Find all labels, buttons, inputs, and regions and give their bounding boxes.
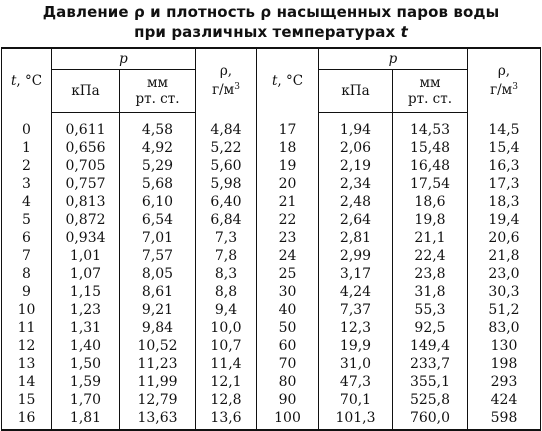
table-cell: 2,06 xyxy=(319,139,393,157)
table-cell: 1,81 xyxy=(52,409,120,430)
header-p-left: p xyxy=(52,48,196,70)
table-cell: 17,3 xyxy=(468,175,541,193)
table-cell: 25 xyxy=(257,265,319,283)
table-cell: 6,84 xyxy=(196,211,257,229)
table-cell: 23 xyxy=(257,229,319,247)
table-cell: 12,1 xyxy=(196,373,257,391)
table-cell: 22,4 xyxy=(393,247,468,265)
table-cell: 15 xyxy=(2,391,52,409)
table-row xyxy=(2,175,541,193)
table-cell: 70,1 xyxy=(319,391,393,409)
table-cell: 5,98 xyxy=(196,175,257,193)
table-cell: 6 xyxy=(2,229,52,247)
table-cell: 1,59 xyxy=(52,373,120,391)
table-cell: 2,48 xyxy=(319,193,393,211)
table-row xyxy=(2,211,541,229)
table-cell: 4,84 xyxy=(196,113,257,140)
table-cell: 60 xyxy=(257,337,319,355)
table-cell: 11 xyxy=(2,319,52,337)
table-cell: 14 xyxy=(2,373,52,391)
table-cell: 355,1 xyxy=(393,373,468,391)
table-cell: 10 xyxy=(2,301,52,319)
table-row xyxy=(2,157,541,175)
table-cell: 9,84 xyxy=(120,319,196,337)
table-cell: 14,53 xyxy=(393,113,468,140)
table-cell: 21 xyxy=(257,193,319,211)
header-t-right: t, °С xyxy=(257,48,319,113)
header-mmhg-right: мм рт. ст. xyxy=(393,70,468,113)
table-cell: 19 xyxy=(257,157,319,175)
table-cell: 8,8 xyxy=(196,283,257,301)
table-cell: 1,40 xyxy=(52,337,120,355)
table-cell: 12,79 xyxy=(120,391,196,409)
table-cell: 2 xyxy=(2,157,52,175)
table-row xyxy=(2,355,541,373)
table-cell: 19,8 xyxy=(393,211,468,229)
table-cell: 0,705 xyxy=(52,157,120,175)
table-cell: 1,07 xyxy=(52,265,120,283)
table-cell: 149,4 xyxy=(393,337,468,355)
table-cell: 47,3 xyxy=(319,373,393,391)
table-cell: 20,6 xyxy=(468,229,541,247)
table-cell: 21,1 xyxy=(393,229,468,247)
table-cell: 9 xyxy=(2,283,52,301)
table-cell: 9,21 xyxy=(120,301,196,319)
table-cell: 7,3 xyxy=(196,229,257,247)
header-p-right: p xyxy=(319,48,468,70)
table-cell: 5,60 xyxy=(196,157,257,175)
table-cell: 198 xyxy=(468,355,541,373)
table-cell: 5 xyxy=(2,211,52,229)
table-body xyxy=(2,113,541,431)
table-cell: 101,3 xyxy=(319,409,393,430)
table-cell: 1,70 xyxy=(52,391,120,409)
table-cell: 18 xyxy=(257,139,319,157)
table-cell: 4,92 xyxy=(120,139,196,157)
table-row xyxy=(2,301,541,319)
table-cell: 7 xyxy=(2,247,52,265)
table-cell: 10,7 xyxy=(196,337,257,355)
table-cell: 19,9 xyxy=(319,337,393,355)
table-cell: 22 xyxy=(257,211,319,229)
table-cell: 6,10 xyxy=(120,193,196,211)
table-row xyxy=(2,391,541,409)
table-cell: 293 xyxy=(468,373,541,391)
table-cell: 20 xyxy=(257,175,319,193)
table-cell: 40 xyxy=(257,301,319,319)
table-cell: 0,813 xyxy=(52,193,120,211)
table-cell: 2,99 xyxy=(319,247,393,265)
table-cell: 15,4 xyxy=(468,139,541,157)
header-kpa-right: кПа xyxy=(319,70,393,113)
table-cell: 2,19 xyxy=(319,157,393,175)
table-cell: 3,17 xyxy=(319,265,393,283)
table-cell: 7,37 xyxy=(319,301,393,319)
table-title xyxy=(0,2,542,42)
table-cell: 13 xyxy=(2,355,52,373)
table-cell: 760,0 xyxy=(393,409,468,430)
table-cell: 11,99 xyxy=(120,373,196,391)
table-cell: 9,4 xyxy=(196,301,257,319)
table-cell: 13,63 xyxy=(120,409,196,430)
table-cell: 17 xyxy=(257,113,319,140)
header-rho-right: ρ, $г/м^3$ xyxy=(468,48,541,113)
table-cell: 2,81 xyxy=(319,229,393,247)
table-cell: 11,4 xyxy=(196,355,257,373)
table-cell: 30 xyxy=(257,283,319,301)
table-cell: 1 xyxy=(2,139,52,157)
table-cell: 4,58 xyxy=(120,113,196,140)
table-cell: 18,3 xyxy=(468,193,541,211)
table-cell: 130 xyxy=(468,337,541,355)
table-cell: 70 xyxy=(257,355,319,373)
table-row xyxy=(2,139,541,157)
table-cell: 24 xyxy=(257,247,319,265)
table-cell: 31,0 xyxy=(319,355,393,373)
table-cell: 2,64 xyxy=(319,211,393,229)
table-cell: 424 xyxy=(468,391,541,409)
table-cell: 55,3 xyxy=(393,301,468,319)
table-cell: 100 xyxy=(257,409,319,430)
table-cell: 90 xyxy=(257,391,319,409)
table-cell: 12,3 xyxy=(319,319,393,337)
table-cell: 10,52 xyxy=(120,337,196,355)
table-cell: 80 xyxy=(257,373,319,391)
table-cell: 92,5 xyxy=(393,319,468,337)
table-row xyxy=(2,247,541,265)
table-cell: 2,34 xyxy=(319,175,393,193)
table-cell: 31,8 xyxy=(393,283,468,301)
table-row xyxy=(2,113,541,140)
table-cell: 7,01 xyxy=(120,229,196,247)
table-cell: 12 xyxy=(2,337,52,355)
title-line-1: Давление ρ и плотность ρ насыщенных паров воды xyxy=(42,3,500,21)
table-cell: 5,68 xyxy=(120,175,196,193)
table-cell: 15,48 xyxy=(393,139,468,157)
title-temperature-symbol: t xyxy=(400,23,408,41)
table-cell: 525,8 xyxy=(393,391,468,409)
table-cell: 8,05 xyxy=(120,265,196,283)
table-cell: 6,40 xyxy=(196,193,257,211)
table-cell: 5,29 xyxy=(120,157,196,175)
table-cell: 0,656 xyxy=(52,139,120,157)
table-cell: 598 xyxy=(468,409,541,430)
table-row xyxy=(2,283,541,301)
table-cell: 13,6 xyxy=(196,409,257,430)
table-cell: 83,0 xyxy=(468,319,541,337)
table-row xyxy=(2,265,541,283)
table-cell: 7,57 xyxy=(120,247,196,265)
table-cell: 17,54 xyxy=(393,175,468,193)
table-cell: 6,54 xyxy=(120,211,196,229)
table-row xyxy=(2,409,541,430)
table-cell: 3 xyxy=(2,175,52,193)
table-cell: 30,3 xyxy=(468,283,541,301)
table-cell: 1,01 xyxy=(52,247,120,265)
table-cell: 12,8 xyxy=(196,391,257,409)
table-cell: 0,611 xyxy=(52,113,120,140)
table-cell: 1,50 xyxy=(52,355,120,373)
table-cell: 21,8 xyxy=(468,247,541,265)
table-cell: 7,8 xyxy=(196,247,257,265)
table-cell: 233,7 xyxy=(393,355,468,373)
table-cell: 5,22 xyxy=(196,139,257,157)
title-line-2 xyxy=(0,22,542,42)
vapor-table xyxy=(1,47,541,431)
table-cell: 16,48 xyxy=(393,157,468,175)
header-rho-left: ρ, $г/м^3$ xyxy=(196,48,257,113)
table-cell: 16,3 xyxy=(468,157,541,175)
table-cell: 51,2 xyxy=(468,301,541,319)
table-cell: 18,6 xyxy=(393,193,468,211)
table-cell: 23,0 xyxy=(468,265,541,283)
table-cell: 0,872 xyxy=(52,211,120,229)
table-cell: 50 xyxy=(257,319,319,337)
table-cell: 10,0 xyxy=(196,319,257,337)
table-cell: 0,934 xyxy=(52,229,120,247)
table-cell: 0,757 xyxy=(52,175,120,193)
table-cell: 1,23 xyxy=(52,301,120,319)
table-cell: 1,31 xyxy=(52,319,120,337)
table-row xyxy=(2,193,541,211)
table-row xyxy=(2,337,541,355)
table-cell: 1,15 xyxy=(52,283,120,301)
table-row xyxy=(2,319,541,337)
table-cell: 16 xyxy=(2,409,52,430)
header-mmhg-left: мм рт. ст. xyxy=(120,70,196,113)
table-cell: 4 xyxy=(2,193,52,211)
table-cell: 8,61 xyxy=(120,283,196,301)
table-row xyxy=(2,229,541,247)
table-cell: 8,3 xyxy=(196,265,257,283)
title-line-2-text: при различных температурах xyxy=(134,23,401,41)
table-cell: 19,4 xyxy=(468,211,541,229)
table-cell: 8 xyxy=(2,265,52,283)
table-cell: 1,94 xyxy=(319,113,393,140)
table-cell: 4,24 xyxy=(319,283,393,301)
header-kpa-left: кПа xyxy=(52,70,120,113)
header-t-left: t, °С xyxy=(2,48,52,113)
table-cell: 0 xyxy=(2,113,52,140)
table-cell: 11,23 xyxy=(120,355,196,373)
table-row xyxy=(2,373,541,391)
table-cell: 14,5 xyxy=(468,113,541,140)
table-cell: 23,8 xyxy=(393,265,468,283)
